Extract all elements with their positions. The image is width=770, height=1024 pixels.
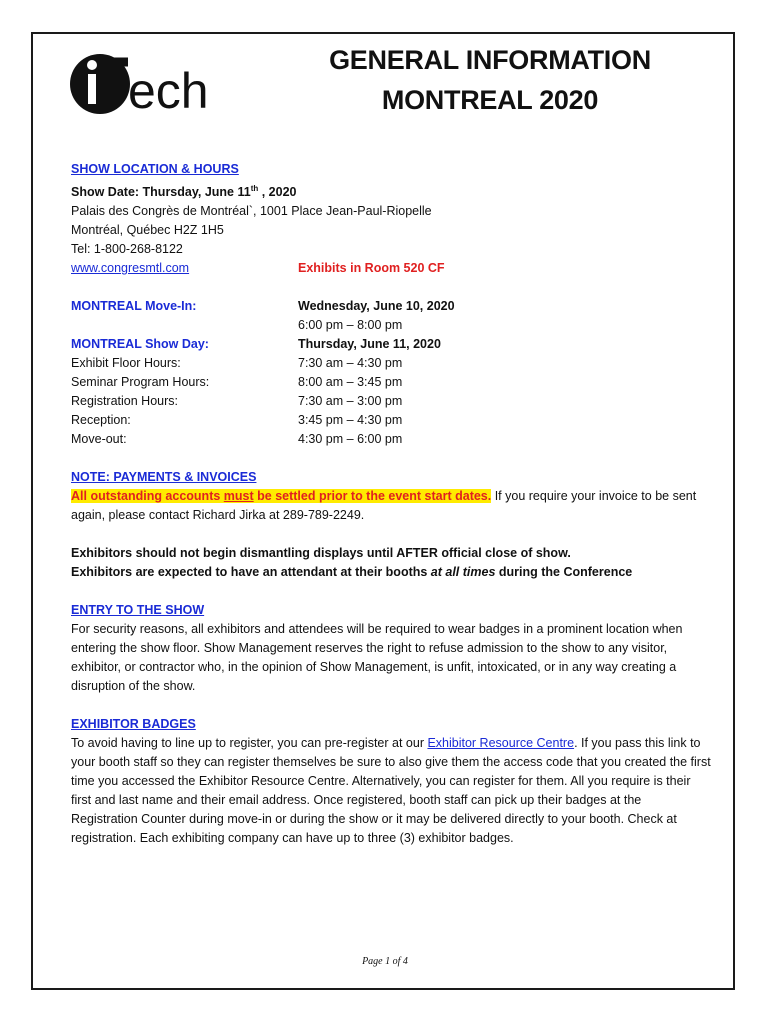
move-in-time: 6:00 pm – 8:00 pm — [298, 318, 403, 333]
schedule-value: 4:30 pm – 6:00 pm — [298, 432, 403, 447]
venue-city: Montréal, Québec H2Z 1H5 — [71, 223, 224, 238]
schedule-label: Move-out: — [71, 432, 127, 447]
page-title — [290, 40, 690, 120]
payments-highlight-2: be settled prior to the event start dates. — [253, 489, 492, 504]
itech-logo — [70, 48, 245, 120]
entry-paragraph: For security reasons, all exhibitors and attendees will be required to wear badges in a prominent location when entering the show floor. Show Management reserves the right to refuse admission to the show to any visitor, exhibitor, or contractor who, in the opinion of Show Management, is unfit, intoxicated, or in any way creating a disruption of the show. — [71, 622, 683, 694]
venue-phone: Tel: 1-800-268-8122 — [71, 242, 183, 257]
schedule-label: Exhibit Floor Hours: — [71, 356, 181, 371]
move-in-date: Wednesday, June 10, 2020 — [298, 299, 455, 314]
section-heading-payments: NOTE: PAYMENTS & INVOICES — [71, 470, 257, 485]
website-row — [71, 259, 711, 278]
payments-highlight-must: must — [223, 489, 254, 504]
show-date-suffix-sup: th — [250, 184, 259, 193]
schedule-row — [71, 430, 711, 449]
move-in-label: MONTREAL Move-In: — [71, 299, 197, 314]
move-in-time-row — [71, 316, 711, 335]
payments-highlight-1: All outstanding accounts — [71, 489, 224, 504]
show-date-year: , 2020 — [258, 185, 297, 200]
main-content — [71, 160, 711, 848]
notice-attendant-pre: Exhibitors are expected to have an attendant at their booths — [71, 565, 431, 580]
schedule-value: 7:30 am – 4:30 pm — [298, 356, 403, 371]
show-date-text: Show Date: Thursday, June 11 — [71, 185, 251, 200]
payments-contact-text: If you require your invoice to be sent again, please contact Richard Jirka at 289-789-2249. — [71, 489, 697, 523]
schedule-row — [71, 392, 711, 411]
page-number: Page 1 of 4 — [362, 956, 408, 967]
section-heading-entry: ENTRY TO THE SHOW — [71, 603, 205, 618]
schedule-value: 8:00 am – 3:45 pm — [298, 375, 403, 390]
svg-text:ech: ech — [128, 63, 209, 119]
schedule-value: 3:45 pm – 4:30 pm — [298, 413, 403, 428]
schedule-row — [71, 354, 711, 373]
badges-text-post: . If you pass this link to your booth staff so they can register themselves be sure to also give them the access code that you created the first time you accessed the Exhibitor Resource Centre. Alternatively, you can register for them. All you require is their first and last name and their email address. Once registered, booth staff can pick up their badges at the Registration Counter during move-in or during the show or it may be delivered directly to your booth. Check at registration. Each exhibiting company can have up to three (3) exhibitor badges. — [71, 736, 711, 846]
exhibits-room: Exhibits in Room 520 CF — [298, 261, 445, 276]
badges-paragraph — [71, 734, 711, 848]
title-line-1: GENERAL INFORMATION — [329, 45, 651, 75]
move-in-row — [71, 297, 711, 316]
schedule-label: Registration Hours: — [71, 394, 178, 409]
schedule-value: 7:30 am – 3:00 pm — [298, 394, 403, 409]
title-line-2: MONTREAL 2020 — [381, 85, 599, 115]
payments-paragraph — [71, 487, 711, 525]
show-date — [71, 179, 711, 202]
badges-text-pre: To avoid having to line up to register, you can pre-register at our — [71, 736, 428, 751]
section-heading-show-location: SHOW LOCATION & HOURS — [71, 162, 239, 176]
schedule-label: Seminar Program Hours: — [71, 375, 210, 390]
notice-dismantling: Exhibitors should not begin dismantling displays until AFTER official close of show. — [71, 546, 571, 561]
venue-address: Palais des Congrès de Montréal`, 1001 Place Jean-Paul-Riopelle — [71, 204, 432, 219]
notice-attendant-post: during the Conference — [495, 565, 633, 580]
show-day-date: Thursday, June 11, 2020 — [298, 337, 441, 352]
schedule-row — [71, 411, 711, 430]
notice-attendant — [71, 563, 711, 582]
show-day-label: MONTREAL Show Day: — [71, 337, 209, 352]
notice-attendant-emphasis: at all times — [430, 565, 496, 580]
section-heading-badges: EXHIBITOR BADGES — [71, 717, 196, 732]
exhibitor-resource-centre-link[interactable]: Exhibitor Resource Centre — [427, 736, 575, 751]
schedule-row — [71, 373, 711, 392]
venue-website-link[interactable]: www.congresmtl.com — [71, 261, 190, 276]
show-day-row — [71, 335, 711, 354]
schedule-label: Reception: — [71, 413, 131, 428]
